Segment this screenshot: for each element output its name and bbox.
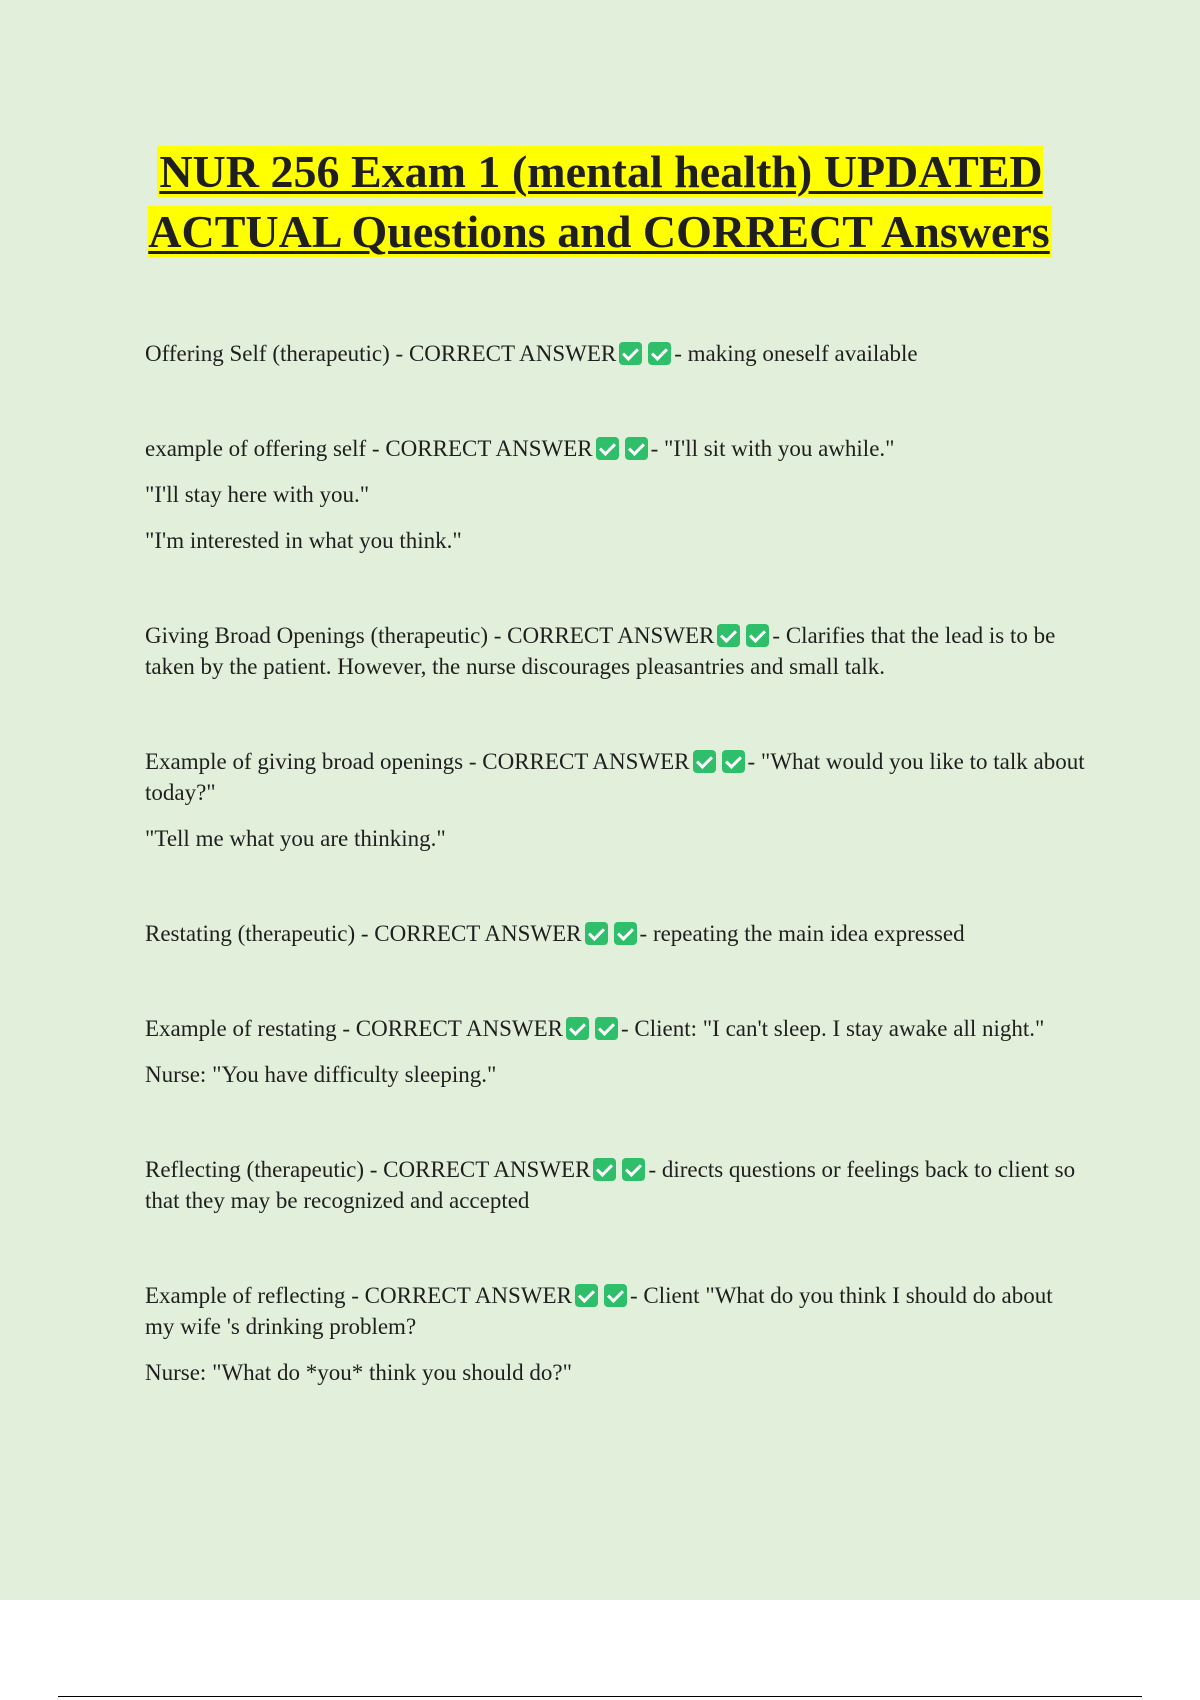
qa-entry [145,1013,1085,1090]
check-mark-icon [585,922,608,945]
qa-term: Offering Self (therapeutic) - CORRECT ANSWER [145,341,617,366]
qa-line [145,433,1085,464]
check-mark-icon [622,1158,645,1181]
qa-answer: - "What would you like to talk about today?" [145,749,1085,805]
check-mark-icon [648,342,671,365]
qa-answer-line: "Tell me what you are thinking." [145,826,446,851]
qa-line [145,746,1085,808]
qa-answer: - making oneself available [674,341,918,366]
check-mark-icon [593,1158,616,1181]
qa-answer: - repeating the main idea expressed [639,921,965,946]
qa-line [145,1280,1085,1342]
qa-term: Example of giving broad openings - CORRECT ANSWER [145,749,690,774]
check-mark-icon [566,1017,589,1040]
document-title [120,142,1080,262]
qa-line [145,338,1085,369]
check-mark-icon [693,750,716,773]
qa-answer: - Client "What do you think I should do about my wife 's drinking problem? [145,1283,1053,1339]
qa-entry [145,918,1085,949]
qa-answer: - directs questions or feelings back to client so that they may be recognized and accepted [145,1157,1076,1213]
qa-entry [145,620,1085,682]
qa-term: Giving Broad Openings (therapeutic) - CORRECT ANSWER [145,623,715,648]
check-mark-icon [604,1284,627,1307]
check-mark-icon [596,437,619,460]
qa-entry [145,338,1085,369]
qa-answer-line: "I'll stay here with you." [145,482,370,507]
qa-line [145,1154,1085,1216]
qa-entry [145,746,1085,854]
qa-term: example of offering self - CORRECT ANSWER [145,436,593,461]
document-title-text: NUR 256 Exam 1 (mental health) UPDATED ACTUAL Questions and CORRECT Answers [148,146,1050,257]
qa-entry [145,433,1085,556]
qa-term: Restating (therapeutic) - CORRECT ANSWER [145,921,582,946]
qa-answer-line: Nurse: "What do *you* think you should do?" [145,1360,572,1385]
check-mark-icon [746,624,769,647]
check-mark-icon [722,750,745,773]
qa-entry [145,1154,1085,1216]
qa-list [145,338,1085,1452]
qa-answer-line: "I'm interested in what you think." [145,528,462,553]
qa-term: Example of reflecting - CORRECT ANSWER [145,1283,572,1308]
qa-answer: - "I'll sit with you awhile." [650,436,895,461]
qa-answer: - Clarifies that the lead is to be taken by the patient. However, the nurse discourages pleasantries and small talk. [145,623,1056,679]
check-mark-icon [625,437,648,460]
check-mark-icon [614,922,637,945]
check-mark-icon [717,624,740,647]
qa-answer: - Client: "I can't sleep. I stay awake all night." [621,1016,1045,1041]
qa-line [145,620,1085,682]
qa-line [145,1013,1085,1044]
qa-line [145,918,1085,949]
check-mark-icon [595,1017,618,1040]
check-mark-icon [619,342,642,365]
check-mark-icon [575,1284,598,1307]
qa-answer-line: Nurse: "You have difficulty sleeping." [145,1062,497,1087]
qa-entry [145,1280,1085,1388]
qa-term: Reflecting (therapeutic) - CORRECT ANSWER [145,1157,591,1182]
footer-divider [58,1696,1142,1697]
qa-term: Example of restating - CORRECT ANSWER [145,1016,564,1041]
